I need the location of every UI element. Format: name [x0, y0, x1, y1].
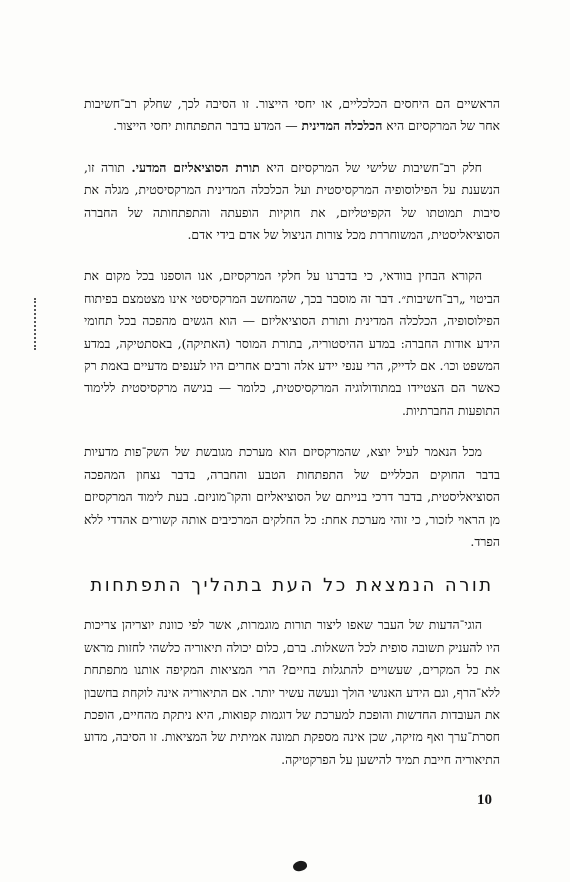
page-text-column: [84, 93, 500, 790]
paragraph-text: — המדע בדבר התפתחות יחסי הייצור.: [113, 118, 302, 134]
paragraph-major-importance: [84, 265, 500, 422]
paragraph-relations-of-production: [84, 93, 500, 138]
margin-pencil-mark: [34, 298, 36, 350]
paragraph-text: חלק רב־חשיבות שלישי של המרקסיזם היא: [259, 159, 483, 175]
paragraph-scientific-socialism: [84, 157, 500, 247]
paragraph-text: מכל הנאמר לעיל יוצא, שהמרקסיזם הוא מערכת מגובשת של השק־פות מדעיות בדבר החוקים הכלליים של התפתחות הטבע והחברה, בדבר נצחון המהפכה הסוציאליסטית, בדבר דרכי בנייתם של הסוציאליזם והקו־מוניזם. בעת לימוד המרקסיזם מן הראוי לזכור, כי זוהי מערכת אחת: כל החלקים המרכיבים אותה קשורים אהדדי ללא הפרד.: [84, 444, 500, 549]
paragraph-text: הקורא הבחין בוודאי, כי בדברנו על חלקי המרקסיזם, אנו הוספנו בכל מקום את הביטוי „רב־חשיבות״. דבר זה מוסבר בכך, שהמחשב המרקסיסטי אינו מצטמצם בפיתוח הפילוסופיה, הכלכלה המדינית ותורת הסוציאליזם — הוא הגשים מהפכה בכל תחומי הידע אודות החברה: במדע ההיסטוריה, בתורת המוסר (האתיקה), באסתטיקה, במדע המשפט וכו׳. אם לדייק, הרי ענפי יידע אלה ורבים אחרים היו לענפים מדעיים באמת רק כאשר הם הצטיידו במתודולוגיה המרקסיסטית, כלומר — בגישה מרקסיסטית ללימוד התופעות החברתיות.: [84, 268, 500, 418]
ink-blot: [292, 859, 308, 873]
bold-term-scientific-socialism: תורת הסוציאליזם המדעי.: [131, 159, 260, 175]
paragraph-text: הוגי־הדעות של העבר שאפו ליצור תורות מוגמרות, אשר לפי כוונת יוצריהן צריכות היו להעניק תשובה סופית לכל השאלות. ברם, כלום יכולה תיאוריה כלשהי לחזות מראש את כל המקרים, שעשויים להתגלות בחיים? הרי המציאות המקיפה אותנו מתפתחת ללא־הרף, וגם הידע האנושי הולך ונעשה עשיר יותר. אם התיאוריה אינה לוקחת בחשבון את העובדות החדשות והופכת למערכת של דוגמות קפואות, היא ניתקת מהחיים, הופכת חסרת־ערך ואף מזיקה, שכן אינה מספקת תמונה אמיתית של המציאות. זו הסיבה, מדוע התיאוריה חייבת תמיד להישען על הפרקטיקה.: [84, 617, 500, 767]
paragraph-text: הראשיים הם היחסים הכלכליים, או יחסי הייצור. זו הסיבה לכך, שחלק רב־חשיבות אחר של המרקסיזם היא: [84, 96, 500, 134]
page-number: 10: [477, 792, 492, 808]
paragraph-text: תורה זו, הנשענת על הפילוסופיה המרקסיסטית ועל הכלכלה המדינית המרקסיסטית, מגלה את סיבות תמוטתו של הקפיטליזם, את חוקיות הופעתה והתפתחותה של החברה הסוציאליסטית, המשוחררת מכל צורות הניצול של אדם בידי אדם.: [84, 159, 500, 243]
paragraph-unified-system: [84, 441, 500, 553]
paragraph-theory-and-practice: [84, 614, 500, 771]
section-heading: תורה הנמצאת כל העת בתהליך התפתחות: [90, 575, 494, 597]
bold-term-political-economy: הכלכלה המדינית: [301, 118, 383, 134]
